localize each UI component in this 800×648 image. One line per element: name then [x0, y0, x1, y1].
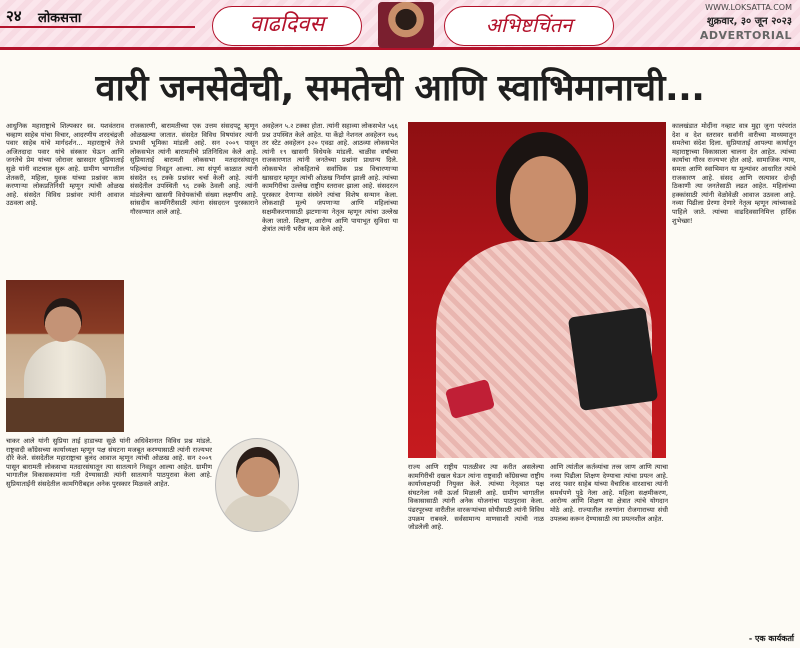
article-column-4: राज्य आणि राष्ट्रीय पातळीवर त्या करीत असलेल्या कामगिरीची दखल घेऊन त्यांना राष्ट्रवादी काँग्रेसच्या राष्ट्रीय कार्याध्यक्षपदी नियुक्त केले. त्यांच्या नेतृत्वात पक्ष संघटनेला नवी ऊर्जा मिळाली आहे. ग्रामीण भागातील विकासासाठी त्यांनी अनेक योजनांचा पाठपुरावा केला. पंढरपूरच्या वारीतील वारकऱ्यांच्या सोयीसाठी त्यांनी विविध उपक्रम राबवले. सर्वसामान्य माणसाशी त्यांची नाळ जोडलेली आहे. [408, 463, 544, 532]
birthday-title: वाढदिवस [212, 6, 362, 46]
byline: - एक कार्यकर्ता [748, 634, 794, 643]
header-rule [0, 26, 195, 28]
article-column-6: कालखंडात मोदींना नव्हाट वात्र मुद्दा जुना परंपरांत देश व देश स्तरावर सर्वांनी वारीच्या माध्यमातून समतेचा संदेश दिला. सुप्रियाताई आपल्या कार्यातून महाराष्ट्राच्या विकासाला चालना देत आहेत. त्यांच्या कार्याचा गौरव राज्यभर होत आहे. सामाजिक न्याय, समता आणि स्वाभिमान या मूल्यांवर आधारित त्यांचे राजकारण आहे. संसद आणि रस्त्यावर दोन्ही ठिकाणी त्या जनतेसाठी लढत आहेत. महिलांच्या हक्कांसाठी त्यांनी वेळोवेळी आवाज उठवला आहे. नव्या पिढीला प्रेरणा देणारे नेतृत्व म्हणून त्यांच्याकडे पाहिले जाते. त्यांच्या वाढदिवसानिमित्त हार्दिक शुभेच्छा! [672, 122, 796, 225]
article-column-3: अवहेलन ५.२ टक्का होता. त्यांनी सहाव्या लोकसभेत ५६६ प्रश्न उपस्थित केले आहेत. या केंद्रो नेशनल अवहेलन १७६ तर स्टेट अवहेलन ३२० एवढा आहे. आठव्या लोकसभेत त्यांनी १९ खासगी विधेयके मांडली. चाळीस वर्षांच्या राजकारणात त्यांनी जनतेच्या प्रश्नांना प्राधान्य दिले. लोकसभेत लोकहिताचे सर्वाधिक प्रश्न विचारणाऱ्या खासदार म्हणून त्यांची ओळख निर्माण झाली आहे. त्यांच्या कामगिरीचा उल्लेख राष्ट्रीय स्तरावर झाला आहे. संसदरत्न पुरस्कार देणाऱ्या संस्थेने त्यांचा विशेष सन्मान केला. लोकशाही मूल्ये जपणाऱ्या आणि महिलांच्या सक्षमीकरणासाठी झटणाऱ्या नेतृत्व म्हणून त्यांचा उल्लेख केला जातो. शिक्षण, आरोग्य आणि पायाभूत सुविधा या क्षेत्रांत त्यांनी भरीव काम केले आहे. [262, 122, 398, 234]
page-number: २४ [6, 7, 22, 25]
article-column-2: राजकारणी, बारामतीच्या एक उत्तम संसदपटू म्हणून ओळखल्या जातात. संसदेत विविध विषयांवर त्यांनी प्रभावी भूमिका मांडली आहे. सन २००९ पासून लोकसभेत त्यांनी बारामतीचे प्रतिनिधित्व केले आहे. सुप्रियाताई बारामती लोकसभा मतदारसंघातून पहिल्यांदा निवडून आल्या. त्या संपूर्ण काळात त्यांनी संसदेत १६ टक्के प्रश्नांवर चर्चा केली आहे. त्यांनी संसदेतील उपस्थिती ९६ टक्के ठेवली आहे. त्यांनी मांडलेल्या खासगी विधेयकांची संख्या लक्षणीय आहे. सांसदीय कामगिरीसाठी त्यांना संसदरत्न पुरस्काराने गौरवण्यात आले आहे. [130, 122, 258, 216]
website-url: WWW.LOKSATTA.COM [705, 3, 792, 12]
article-headline: वारी जनसेवेची, समतेची आणि स्वाभिमानाची... [95, 68, 705, 109]
article-column-1-lower: चाकर आले यांनी सुप्रिया ताई हाडाच्या सुळे यांनी अधिवेशनात विविध प्रश्न मांडले. राष्ट्रवादी काँग्रेसच्या कार्याध्यक्षा म्हणून पक्ष संघटना मजबूत करण्यासाठी त्यांनी राज्यभर दौरे केले. संसदेतील महाराष्ट्राचा बुलंद आवाज म्हणून त्यांची ओळख आहे. सन २००९ पासून बारामती लोकसभा मतदारसंघातून त्या सातत्याने निवडून आल्या आहेत. ग्रामीण भागातील विकासकामांना गती देण्यासाठी त्यांनी सातत्याने पाठपुरावा केला आहे. सुप्रियाताईंनी संसदेतील कामगिरीबद्दल अनेक पुरस्कार मिळवले आहेत. [6, 437, 212, 488]
article-column-5: आणि त्यांतील कर्तव्यांचा तत्त्व जाण आणि त्याचा नव्या पिढीला शिक्षण देण्याचा त्यांचा प्रयत्न आहे. शरद पवार साहेब यांच्या वैचारिक वारशाचा त्यांनी समर्थपणे पुढे नेला आहे. महिला सक्षमीकरण, आरोग्य आणि शिक्षण या क्षेत्रात त्यांचे योगदान मोठे आहे. राज्यातील तरुणांना रोजगाराच्या संधी उपलब्ध करून देण्यासाठी त्या प्रयत्नशील आहेत. [550, 463, 668, 523]
issue-date: शुक्रवार, ३० जून २०२३ [706, 16, 792, 27]
header-portrait [378, 2, 434, 48]
parliament-photo [6, 280, 124, 432]
newspaper-name: लोकसत्ता [38, 11, 82, 26]
masthead-band [0, 0, 800, 50]
advertorial-label: ADVERTORIAL [699, 29, 792, 42]
article-column-1: आधुनिक महाराष्ट्राचे शिल्पकार स्व. यशवंतराव चव्हाण साहेब यांचा विचार, आदरणीय शरदचंद्रजी पवार साहेब यांचे मार्गदर्शन... महाराष्ट्राचे तेजे अजितदादा पवार यांचे संस्कार घेऊन आणि जनतेचे प्रेम यांच्या जोरावर खासदार सुप्रियाताई सुळे यांनी वाटचाल सुरू आहे. ग्रामीण भागातील शेतकरी, महिला, युवक यांच्या प्रश्नांवर काम करणाऱ्या लोकप्रतिनिधी म्हणून त्यांची ओळख आहे. संसदेत विविध प्रश्नांवर त्यांनी आवाज उठवला आहे. [6, 122, 124, 208]
greetings-title: अभिष्टचिंतन [444, 6, 614, 46]
main-portrait-photo [408, 122, 666, 458]
